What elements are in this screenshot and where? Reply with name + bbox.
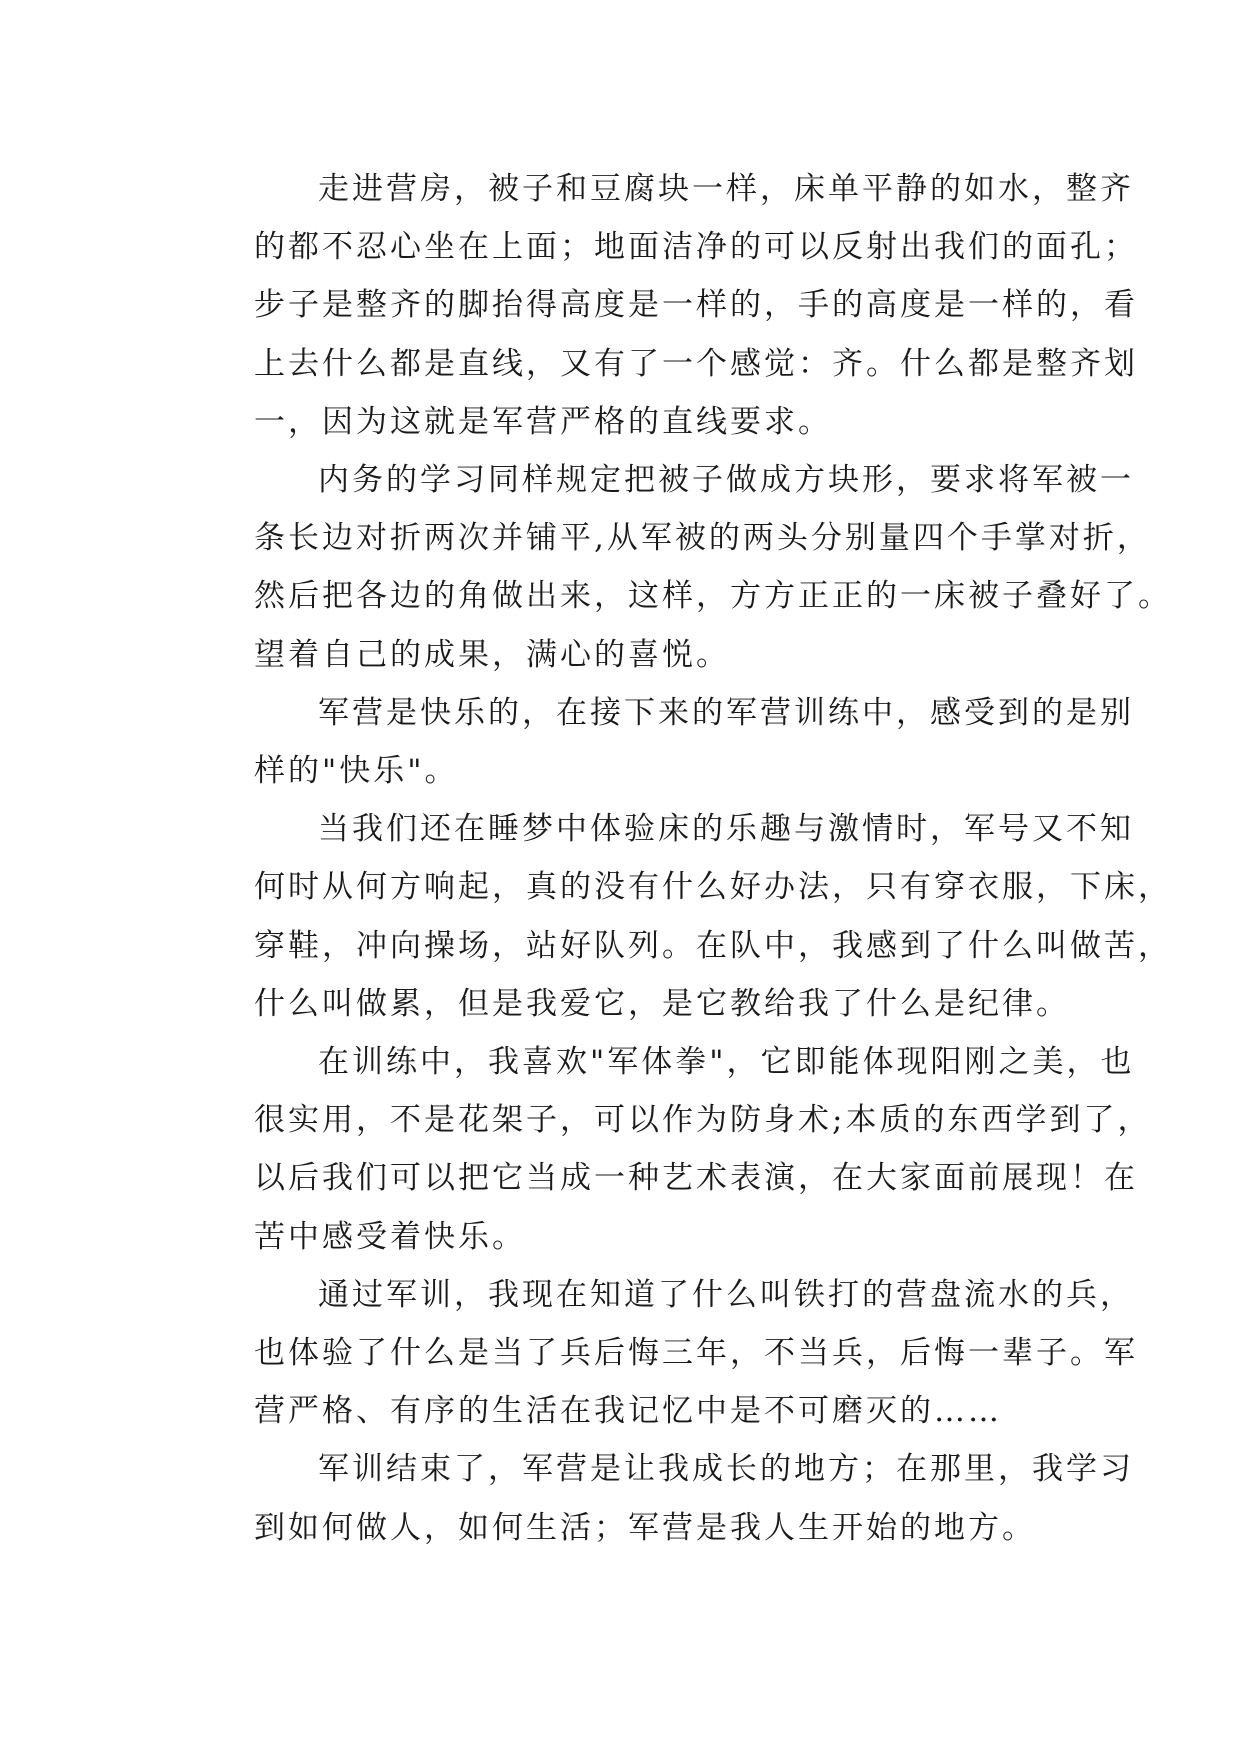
text-line: 步子是整齐的脚抬得高度是一样的，手的高度是一样的，看 (254, 287, 1138, 324)
paragraph-reflection (192, 1266, 1138, 1441)
text-line: 什么叫做累，但是我爱它，是它教给我了什么是纪律。 (254, 985, 1070, 1022)
text-line: 通过军训，我现在知道了什么叫铁打的营盘流水的兵， (318, 1276, 1134, 1313)
paragraph-housekeeping (192, 451, 1172, 684)
text-line: 上去什么都是直线，又有了一个感觉：齐。什么都是整齐划 (254, 345, 1138, 382)
text-line: 军训结束了，军营是让我成长的地方；在那里，我学习 (318, 1451, 1134, 1488)
document-body (192, 160, 1172, 1557)
paragraph-bugle (192, 800, 1172, 1033)
paragraph-conclusion (192, 1440, 1134, 1556)
text-line: 条长边对折两次并铺平,从军被的两头分别量四个手掌对折， (254, 520, 1151, 557)
text-line: 望着自己的成果，满心的喜悦。 (254, 636, 730, 673)
text-line: 营严格、有序的生活在我记忆中是不可磨灭的…… (254, 1393, 1002, 1430)
text-line: 然后把各边的角做出来，这样，方方正正的一床被子叠好了。 (254, 578, 1172, 615)
text-line: 一，因为这就是军营严格的直线要求。 (254, 403, 832, 440)
text-line: 何时从何方响起，真的没有什么好办法，只有穿衣服，下床， (254, 869, 1172, 906)
text-line: 军营是快乐的，在接下来的军营训练中，感受到的是别 (318, 694, 1134, 731)
text-line: 的都不忍心坐在上面；地面洁净的可以反射出我们的面孔； (254, 229, 1138, 266)
text-line: 走进营房，被子和豆腐块一样，床单平静的如水，整齐 (318, 171, 1134, 207)
text-line: 很实用，不是花架子，可以作为防身术;本质的东西学到了， (254, 1102, 1152, 1139)
text-line: 苦中感受着快乐。 (254, 1218, 526, 1255)
text-line: 穿鞋，冲向操场，站好队列。在队中，我感到了什么叫做苦， (254, 927, 1172, 964)
paragraph-happiness (192, 684, 1134, 800)
text-line: 也体验了什么是当了兵后悔三年，不当兵，后悔一辈子。军 (254, 1335, 1138, 1372)
text-line: 在训练中，我喜欢"军体拳"，它即能体现阳刚之美，也 (318, 1044, 1135, 1081)
text-line: 内务的学习同样规定把被子做成方块形，要求将军被一 (318, 462, 1134, 499)
text-line: 样的"快乐"。 (254, 753, 459, 790)
text-line: 以后我们可以把它当成一种艺术表演，在大家面前展现！在 (254, 1160, 1138, 1197)
paragraph-barracks (192, 160, 1138, 451)
text-line: 当我们还在睡梦中体验床的乐趣与激情时，军号又不知 (318, 811, 1134, 848)
text-line: 到如何做人，如何生活；军营是我人生开始的地方。 (254, 1509, 1036, 1546)
paragraph-martial-arts (192, 1033, 1152, 1266)
